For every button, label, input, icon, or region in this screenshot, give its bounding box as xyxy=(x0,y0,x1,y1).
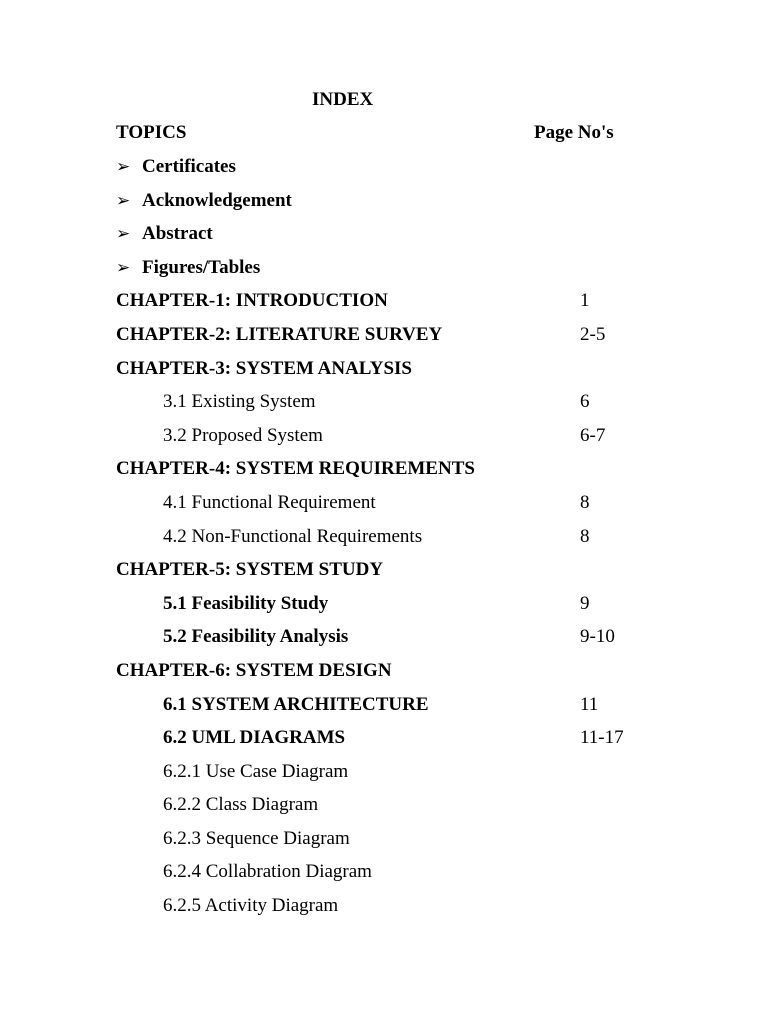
toc-bullet-item xyxy=(0,189,768,223)
toc-section-row xyxy=(0,424,768,458)
toc-entry-label xyxy=(116,457,475,481)
toc-bullet-item xyxy=(0,256,768,290)
toc-section-row xyxy=(0,390,768,424)
toc-entry-text: 4.2 Non-Functional Requirements xyxy=(163,525,423,547)
toc-entry-label xyxy=(163,592,328,616)
toc-chapter-row xyxy=(0,357,768,391)
index-title: INDEX xyxy=(312,89,374,110)
toc-entry-label xyxy=(116,289,388,313)
toc-page-number: 11 xyxy=(580,693,599,715)
toc-entry-label xyxy=(116,155,236,179)
toc-entry-text: 5.2 Feasibility Analysis xyxy=(163,626,349,648)
toc-section-row xyxy=(0,625,768,659)
toc-entry-text: 6.2.5 Activity Diagram xyxy=(163,895,339,917)
toc-entry-text: Figures/Tables xyxy=(142,256,261,278)
toc-entry-label xyxy=(163,894,338,918)
toc-section-row xyxy=(0,793,768,827)
toc-entry-text: 6.1 SYSTEM ARCHITECTURE xyxy=(163,693,429,715)
toc-entry-text: Certificates xyxy=(142,156,236,177)
toc-page-number: 2-5 xyxy=(580,323,606,345)
toc-page-number: 9 xyxy=(580,592,590,614)
toc-entry-text: 6.2.1 Use Case Diagram xyxy=(163,760,349,782)
toc-entry-label xyxy=(116,357,412,381)
page-numbers-heading: Page No's xyxy=(534,122,614,143)
toc-entry-text: CHAPTER-6: SYSTEM DESIGN xyxy=(116,659,392,681)
toc-entry-label xyxy=(163,625,348,649)
toc-bullet-item xyxy=(0,155,768,189)
toc-section-row xyxy=(0,726,768,760)
toc-chapter-row xyxy=(0,558,768,592)
toc-entry-text: 6.2.3 Sequence Diagram xyxy=(163,827,350,849)
toc-entry-label xyxy=(163,860,372,884)
toc-section-row xyxy=(0,760,768,794)
toc-entry-text: CHAPTER-2: LITERATURE SURVEY xyxy=(116,323,443,345)
toc-entry-text: 3.1 Existing System xyxy=(163,391,316,413)
toc-page-number: 9-10 xyxy=(580,626,615,648)
topics-heading: TOPICS xyxy=(116,122,187,143)
toc-chapter-row xyxy=(0,659,768,693)
toc-entry-text: CHAPTER-1: INTRODUCTION xyxy=(116,290,388,312)
toc-entry-label xyxy=(163,760,348,784)
toc-section-row xyxy=(0,491,768,525)
toc-page-number: 6-7 xyxy=(580,424,606,446)
arrow-bullet-icon: ➢ xyxy=(116,157,131,177)
toc-chapter-row xyxy=(0,289,768,323)
toc-entry-label xyxy=(116,256,260,280)
toc-entry-text: 3.2 Proposed System xyxy=(163,424,323,446)
toc-chapter-row xyxy=(0,323,768,357)
toc-entry-text: CHAPTER-5: SYSTEM STUDY xyxy=(116,559,384,581)
toc-section-row xyxy=(0,894,768,928)
toc-section-row xyxy=(0,592,768,626)
toc-entry-text: 6.2.4 Collabration Diagram xyxy=(163,861,372,883)
toc-page-number: 1 xyxy=(580,290,590,312)
toc-entry-label xyxy=(116,222,213,246)
toc-entry-text: 6.2 UML DIAGRAMS xyxy=(163,727,346,749)
toc-entry-text: CHAPTER-3: SYSTEM ANALYSIS xyxy=(116,357,412,379)
table-of-contents xyxy=(0,155,768,928)
toc-page-number: 8 xyxy=(580,491,590,513)
toc-entry-text: CHAPTER-4: SYSTEM REQUIREMENTS xyxy=(116,458,475,480)
toc-page-number: 6 xyxy=(580,391,590,413)
toc-entry-label xyxy=(163,827,350,851)
toc-entry-label xyxy=(163,424,323,448)
toc-entry-label xyxy=(163,726,345,750)
toc-chapter-row xyxy=(0,457,768,491)
toc-entry-label xyxy=(116,323,442,347)
toc-entry-label xyxy=(163,390,316,414)
toc-entry-text: Acknowledgement xyxy=(142,189,292,211)
toc-section-row xyxy=(0,827,768,861)
toc-entry-label xyxy=(163,491,376,515)
toc-entry-text: 4.1 Functional Requirement xyxy=(163,491,376,513)
toc-entry-label xyxy=(116,558,383,582)
toc-section-row xyxy=(0,860,768,894)
toc-entry-text: 6.2.2 Class Diagram xyxy=(163,794,319,816)
toc-section-row xyxy=(0,693,768,727)
toc-entry-label xyxy=(163,525,422,549)
toc-entry-label xyxy=(116,189,292,213)
toc-entry-label xyxy=(116,659,392,683)
toc-entry-label xyxy=(163,793,318,817)
toc-entry-text: 5.1 Feasibility Study xyxy=(163,592,329,614)
toc-entry-text: Abstract xyxy=(142,223,213,245)
toc-entry-label xyxy=(163,693,429,717)
arrow-bullet-icon: ➢ xyxy=(116,224,131,245)
arrow-bullet-icon: ➢ xyxy=(116,257,131,278)
toc-bullet-item xyxy=(0,222,768,256)
arrow-bullet-icon: ➢ xyxy=(116,190,131,211)
toc-page-number: 11-17 xyxy=(580,727,624,749)
toc-header xyxy=(116,121,656,145)
toc-section-row xyxy=(0,525,768,559)
toc-page-number: 8 xyxy=(580,525,590,547)
